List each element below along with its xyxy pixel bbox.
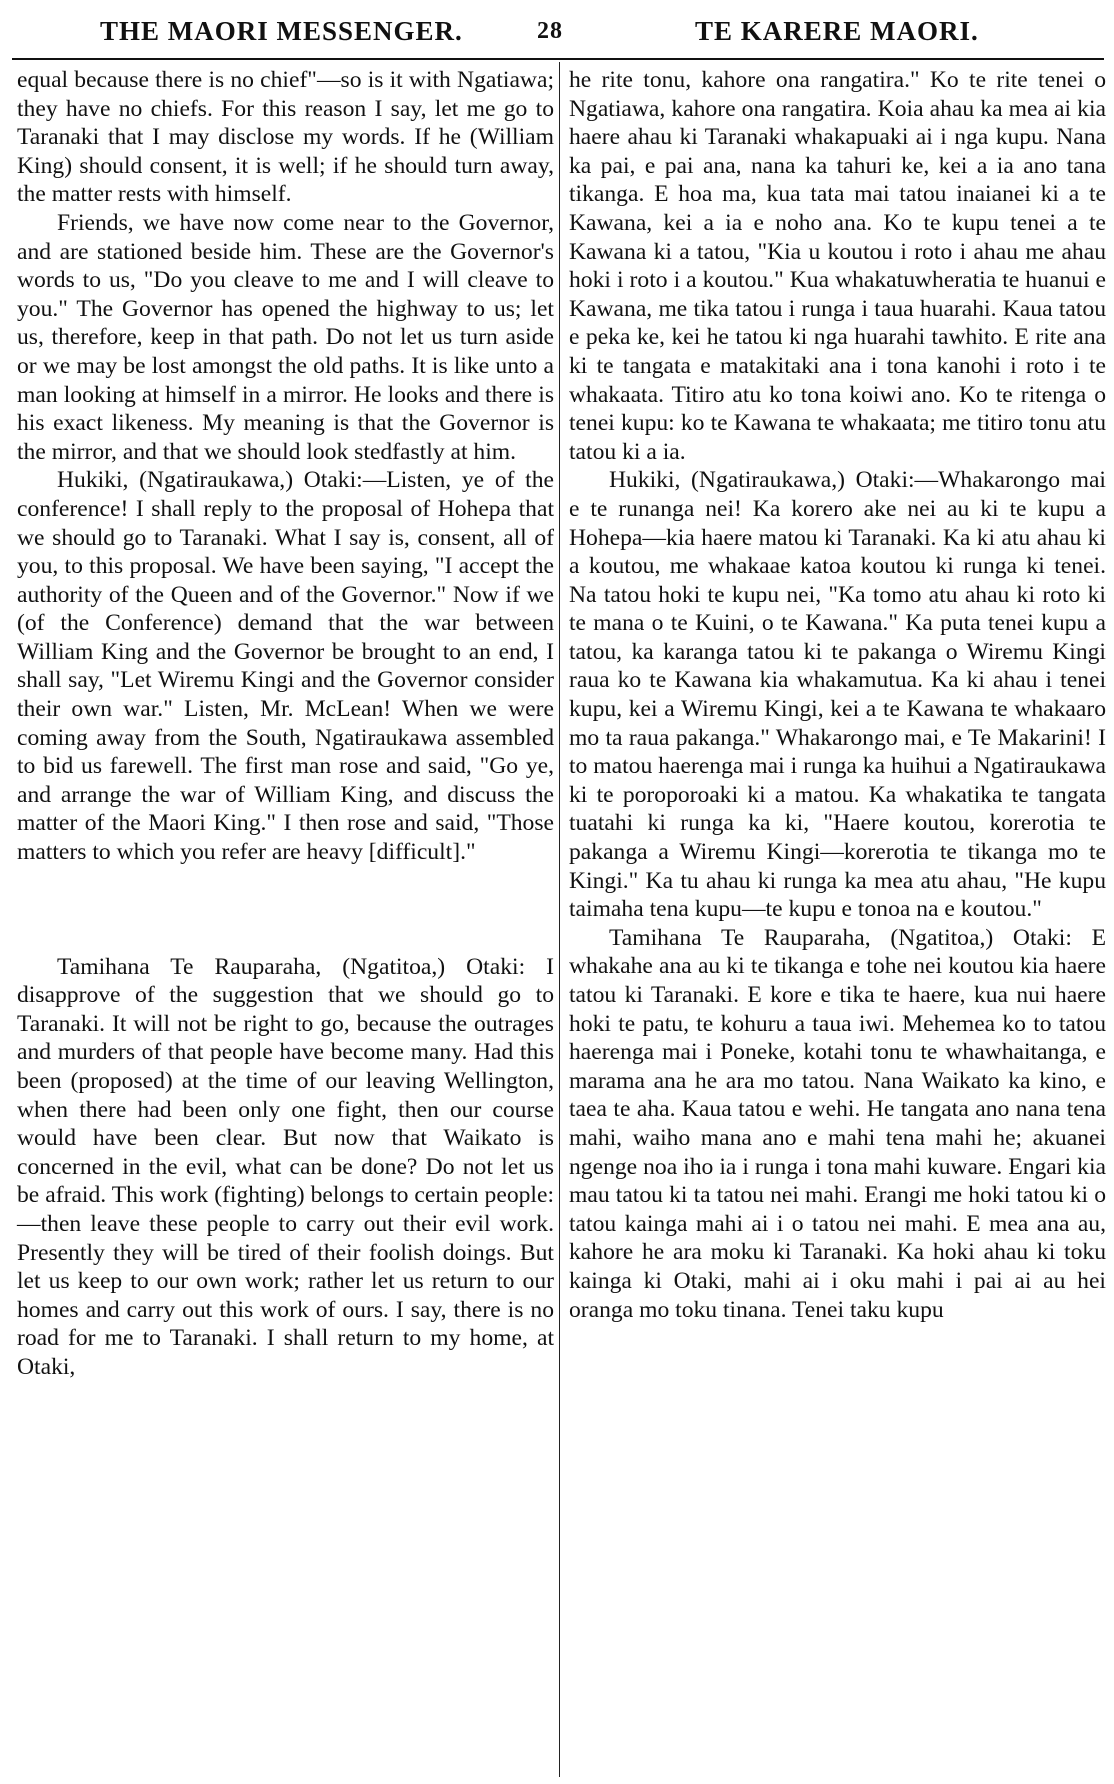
page-header <box>0 8 1114 60</box>
english-paragraph: Hukiki, (Ngatiraukawa,) Otaki:—Listen, ye of the conference! I shall reply to the proposal of Hohepa that we should go to Taranaki. What I say is, consent, all of you, to this proposal. We have been saying, "I accept the authority of the Queen and of the Governor." Now if we (of the Conference) demand that the war between William King and the Governor be brought to an end, I shall say, "Let Wiremu Kingi and the Governor consider their own war." Listen, Mr. McLean! When we were coming away from the South, Ngatiraukawa assembled to bid us farewell. The first man rose and said, "Go ye, and arrange the war of William King, and discuss the matter of the Maori King." I then rose and said, "Those matters to which you refer are heavy [difficult]." <box>17 467 554 866</box>
maori-title: TE KARERE MAORI. <box>695 16 979 46</box>
page-number: 28 <box>537 18 563 44</box>
english-paragraph: equal because there is no chief"—so is it with Ngatiawa; they have no chiefs. For this reason I say, let me go to Taranaki that I may disclose my words. If he (William King) should consent, it is well; if he should turn away, the matter rests with himself. <box>17 67 554 208</box>
header-rule <box>12 58 1104 60</box>
maori-paragraph: he rite tonu, kahore ona rangatira." Ko te rite tenei o Ngatiawa, kahore ona rangatira. Koia ahau ka mea ai kia haere ahau ki Taranaki whakapuaki ai i nga kupu. Nana ka pai, e pai ana, nana ka tahuri ke, kei a ia ano tana tikanga. E hoa ma, kua tata mai tatou inaianei ki a te Kawana, kei a ia e noho ana. Ko te kupu tenei a te Kawana ki a tatou, "Kia u koutou i roto i ahau me ahau hoki i roto i a koutou." Kua whakatuwheratia te huanui e Kawana, me tika tatou i runga i taua huarahi. Kaua tatou e peka ke, kei he tatou ki nga huarahi tawhito. E rite ana ki te tangata e matakitaki ana i tona kanohi i roto i te whakaata. Titiro atu ko tona koiwi ano. Ko te ritenga o tenei kupu: ko te Kawana te whakaata; me titiro tonu atu tatou ki a ia. <box>569 67 1106 465</box>
column-gap <box>17 867 554 953</box>
column-divider <box>559 62 560 1777</box>
maori-column <box>569 66 1106 1324</box>
english-paragraph: Friends, we have now come near to the Governor, and are stationed beside him. These are the Governor's words to us, "Do you cleave to me and I will cleave to you." The Governor has opened the highway to us; let us, therefore, keep in that path. Do not let us turn aside or we may be lost amongst the old paths. It is like unto a man looking at himself in a mirror. He looks and there is his exact likeness. My meaning is that the Governor is the mirror, and that we should look stedfastly at him. <box>17 209 554 465</box>
english-column <box>17 66 554 1382</box>
maori-paragraph: Hukiki, (Ngatiraukawa,) Otaki:—Whakarongo mai e te runanga nei! Ka korero ake nei au ki te kupu a Hohepa—kia haere matou ki Taranaki. Ka ki atu ahau ki a koutou, me whakaae katoa koutou ki runga ki tenei. Na tatou hoki te kupu nei, "Ka tomo atu ahau ki roto ki te mana o te Kuini, o te Kawana." Ka puta tenei kupu a tatou, ka karanga tatou ki te pakanga o Wiremu Kingi raua ko te Kawana kia whakamutua. Ka ki ahau i tenei kupu, kei a Wiremu Kingi, kei a te Kawana te whakaaro mo ta raua pakanga." Whakarongo mai, e Te Makarini! I to matou haerenga mai i runga ka huihui a Ngatiraukawa ki te poroporoaki ki a matou. Ka whakatika te tangata tuatahi ki runga ka ki, "Haere koutou, korerotia te pakanga a Wiremu Kingi—korerotia te tikanga mo te Kingi." Ka tu ahau ki runga ka mea atu ahau, "He kupu taimaha tena kupu—te kupu e tonoa na e koutou." <box>569 467 1106 923</box>
english-title: THE MAORI MESSENGER. <box>100 16 463 46</box>
english-paragraph: Tamihana Te Rauparaha, (Ngatitoa,) Otaki: I disapprove of the suggestion that we should go to Taranaki. It will not be right to go, because the outrages and murders of that people have become many. Had this been (proposed) at the time of our leaving Wellington, when there had been only one fight, then our course would have been clear. But now that Waikato is concerned in the evil, what can be done? Do not let us be afraid. This work (fighting) belongs to certain people:—then leave these people to carry out their evil work. Presently they will be tired of their foolish doings. But let us keep to our own work; rather let us return to our homes and carry out this work of ours. I say, there is no road for me to Taranaki. I shall return to my home, at Otaki, <box>17 953 554 1380</box>
maori-paragraph: Tamihana Te Rauparaha, (Ngatitoa,) Otaki: E whakahe ana au ki te tikanga e tohe nei koutou kia haere tatou ki Taranaki. E kore e tika te haere, kua nui haere hoki te patu, te kohuru a taua iwi. Mehemea ko to tatou haerenga mai i Poneke, kotahi tonu te whawhaitanga, e marama ana he ara mo tatou. Nana Waikato ka kino, e taea te aha. Kaua tatou e wehi. He tangata ano nana tena mahi, waiho mana ano e mahi tena mahi he; akuanei ngenge noa iho ia i runga i tona mahi kuware. Engari kia mau tatou ki ta tatou nei mahi. Erangi me hoki tatou ki o tatou kainga mahi ai i o tatou nei mahi. E mea ana au, kahore he ara moku ki Taranaki. Ka hoki ahau ki toku kainga ki Otaki, mahi ai i oku mahi i pai ai au hei oranga mo toku tinana. Tenei taku kupu <box>569 924 1106 1323</box>
